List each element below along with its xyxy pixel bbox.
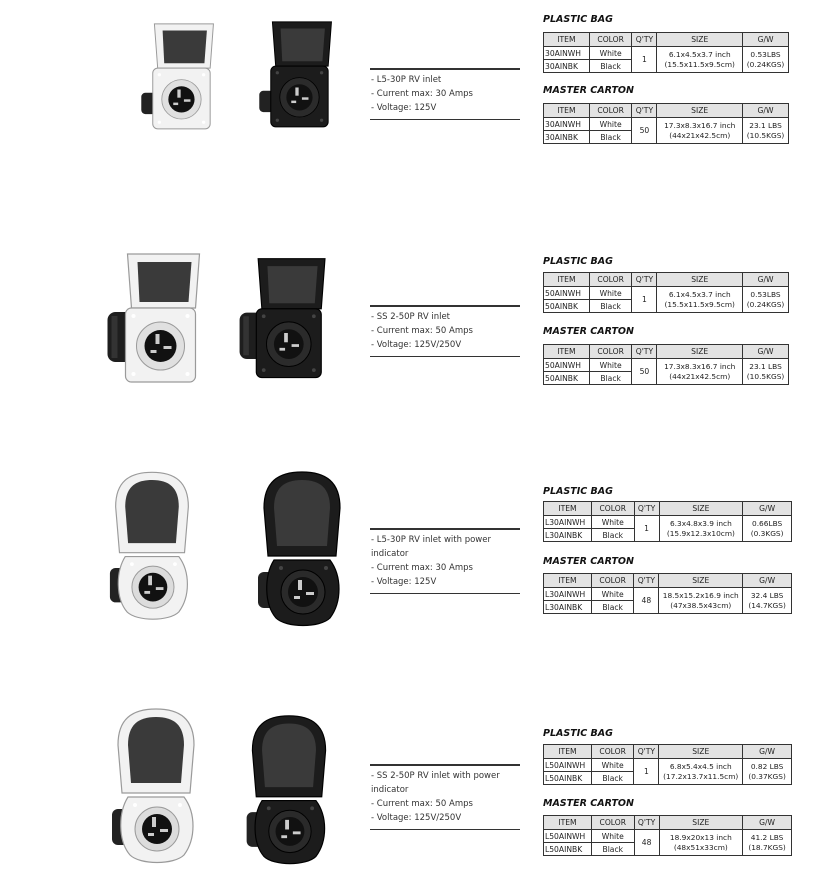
product-image-white xyxy=(110,705,202,871)
product-image-black xyxy=(256,468,348,634)
column-header: SIZE xyxy=(659,502,743,516)
item-code: 30AINBK xyxy=(544,60,590,73)
product-image-white xyxy=(108,466,196,630)
item-color: White xyxy=(591,588,634,601)
column-header: Q'TY xyxy=(634,574,659,588)
spec-line: - Voltage: 125V/250V xyxy=(371,339,462,350)
column-header: ITEM xyxy=(544,273,590,287)
size-cell xyxy=(659,516,743,542)
master-carton-table xyxy=(543,344,789,385)
product-image-white xyxy=(138,8,220,152)
column-header: G/W xyxy=(743,104,789,118)
table-header-row xyxy=(544,745,792,759)
gross-weight-line: 0.66LBS xyxy=(752,518,783,528)
gross-weight-line: (14.7KGS) xyxy=(748,600,786,610)
rv-inlet-white-icon xyxy=(110,705,202,867)
size-line: 17.3x8.3x16.7 inch xyxy=(664,361,736,371)
master-carton-table xyxy=(543,573,792,614)
product-image-black xyxy=(244,712,334,872)
item-code: L30AINWH xyxy=(544,588,592,601)
plastic-bag-title: PLASTIC BAG xyxy=(543,728,613,739)
gross-weight-cell xyxy=(743,759,792,785)
spec-line: - Current max: 30 Amps xyxy=(371,88,473,99)
column-header: G/W xyxy=(743,502,792,516)
gross-weight-cell xyxy=(743,516,792,542)
column-header: Q'TY xyxy=(632,273,657,287)
item-code: L50AINWH xyxy=(544,759,592,772)
column-header: COLOR xyxy=(591,816,634,830)
item-code: L50AINBK xyxy=(544,843,592,856)
product-image-black xyxy=(256,4,338,152)
item-code: 30AINWH xyxy=(544,118,590,131)
gross-weight-line: (0.3KGS) xyxy=(750,528,784,538)
size-line: (17.2x13.7x11.5cm) xyxy=(663,771,739,781)
rv-inlet-white-icon xyxy=(95,250,220,390)
quantity: 1 xyxy=(632,287,657,313)
gross-weight-line: (18.7KGS) xyxy=(748,842,786,852)
column-header: COLOR xyxy=(589,273,632,287)
divider xyxy=(370,593,520,595)
item-color: White xyxy=(589,118,632,131)
column-header: Q'TY xyxy=(632,345,657,359)
column-header: COLOR xyxy=(589,345,632,359)
item-color: Black xyxy=(591,772,634,785)
spec-line: - SS 2-50P RV inlet with power indicator xyxy=(371,770,500,795)
item-code: L50AINBK xyxy=(544,772,592,785)
gross-weight-cell xyxy=(743,118,789,144)
table-row xyxy=(544,588,792,601)
size-line: (15.5x11.5x9.5cm) xyxy=(664,299,735,309)
item-code: L50AINWH xyxy=(544,830,592,843)
product-image-black xyxy=(232,255,340,389)
column-header: ITEM xyxy=(544,816,592,830)
table-row xyxy=(544,516,792,529)
plastic-bag-table xyxy=(543,272,789,313)
column-header: ITEM xyxy=(544,745,592,759)
table-header-row xyxy=(544,816,792,830)
spec-line: - L5-30P RV inlet with power indicator xyxy=(371,534,491,559)
column-header: COLOR xyxy=(591,745,634,759)
gross-weight-line: 0.53LBS xyxy=(750,289,781,299)
item-code: 50AINWH xyxy=(544,287,590,300)
plastic-bag-table xyxy=(543,744,792,785)
quantity: 1 xyxy=(632,47,657,73)
item-code: 50AINWH xyxy=(544,359,590,372)
column-header: SIZE xyxy=(659,574,743,588)
item-color: Black xyxy=(591,529,634,542)
gross-weight-line: (10.5KGS) xyxy=(746,130,785,140)
master-carton-table xyxy=(543,815,792,856)
gross-weight-line: (0.24KGS) xyxy=(746,59,785,69)
size-line: (15.9x12.3x10cm) xyxy=(666,528,735,538)
size-cell xyxy=(659,588,743,614)
table-row xyxy=(544,830,792,843)
product-image-white xyxy=(95,250,220,394)
size-line: 6.3x4.8x3.9 inch xyxy=(669,518,732,528)
spec-line: - Voltage: 125V xyxy=(371,102,437,113)
size-line: 17.3x8.3x16.7 inch xyxy=(664,120,736,130)
size-cell xyxy=(659,830,743,856)
item-code: 50AINBK xyxy=(544,372,590,385)
item-color: Black xyxy=(589,131,632,144)
item-code: L30AINWH xyxy=(544,516,592,529)
master-carton-title: MASTER CARTON xyxy=(543,85,634,96)
table-header-row xyxy=(544,104,789,118)
spec-line: - Voltage: 125V xyxy=(371,576,437,587)
column-header: COLOR xyxy=(589,104,632,118)
size-line: (44x21x42.5cm) xyxy=(669,130,731,140)
table-header-row xyxy=(544,574,792,588)
column-header: ITEM xyxy=(544,33,590,47)
item-code: 30AINWH xyxy=(544,47,590,60)
spec-line: - SS 2-50P RV inlet xyxy=(371,311,451,322)
item-color: White xyxy=(589,287,632,300)
size-cell xyxy=(657,287,743,313)
gross-weight-line: 23.1 LBS xyxy=(749,120,782,130)
divider xyxy=(370,829,520,831)
rv-inlet-black-icon xyxy=(244,712,334,868)
spec-line: - Current max: 50 Amps xyxy=(371,798,473,809)
column-header: SIZE xyxy=(657,33,743,47)
column-header: COLOR xyxy=(591,574,634,588)
column-header: G/W xyxy=(743,33,789,47)
gross-weight-cell xyxy=(743,47,789,73)
plastic-bag-table xyxy=(543,32,789,73)
table-row xyxy=(544,47,789,60)
quantity: 48 xyxy=(634,830,659,856)
table-header-row xyxy=(544,502,792,516)
product-description xyxy=(370,764,520,830)
column-header: G/W xyxy=(743,273,789,287)
item-color: Black xyxy=(591,601,634,614)
column-header: Q'TY xyxy=(634,745,659,759)
column-header: Q'TY xyxy=(634,816,659,830)
item-color: White xyxy=(589,359,632,372)
column-header: G/W xyxy=(743,345,789,359)
column-header: SIZE xyxy=(657,104,743,118)
gross-weight-cell xyxy=(743,359,789,385)
size-line: 18.9x20x13 inch xyxy=(669,832,732,842)
gross-weight-line: 32.4 LBS xyxy=(750,590,784,600)
plastic-bag-title: PLASTIC BAG xyxy=(543,14,613,25)
item-code: L30AINBK xyxy=(544,601,592,614)
table-header-row xyxy=(544,345,789,359)
column-header: ITEM xyxy=(544,574,592,588)
item-code: L30AINBK xyxy=(544,529,592,542)
gross-weight-cell xyxy=(743,830,792,856)
spec-line: - Current max: 30 Amps xyxy=(371,562,473,573)
column-header: Q'TY xyxy=(632,104,657,118)
gross-weight-line: 0.53LBS xyxy=(750,49,781,59)
gross-weight-line: 23.1 LBS xyxy=(749,361,782,371)
size-line: (48x51x33cm) xyxy=(673,842,728,852)
divider xyxy=(370,119,520,121)
master-carton-table xyxy=(543,103,789,144)
rv-inlet-white-icon xyxy=(138,8,220,148)
item-color: Black xyxy=(589,60,632,73)
master-carton-title: MASTER CARTON xyxy=(543,556,634,567)
column-header: Q'TY xyxy=(634,502,659,516)
quantity: 48 xyxy=(634,588,659,614)
spec-line: - Current max: 50 Amps xyxy=(371,325,473,336)
column-header: ITEM xyxy=(544,104,590,118)
gross-weight-cell xyxy=(743,287,789,313)
gross-weight-line: (0.24KGS) xyxy=(746,299,785,309)
item-color: White xyxy=(591,516,634,529)
rv-inlet-white-icon xyxy=(108,466,196,626)
column-header: SIZE xyxy=(657,273,743,287)
table-row xyxy=(544,287,789,300)
column-header: Q'TY xyxy=(632,33,657,47)
column-header: SIZE xyxy=(659,816,743,830)
spec-line: - L5-30P RV inlet xyxy=(371,74,442,85)
rv-inlet-black-icon xyxy=(256,4,338,148)
item-color: Black xyxy=(589,372,632,385)
rv-inlet-black-icon xyxy=(232,255,340,385)
gross-weight-cell xyxy=(743,588,792,614)
item-code: 30AINBK xyxy=(544,131,590,144)
table-row xyxy=(544,759,792,772)
quantity: 50 xyxy=(632,359,657,385)
size-line: 6.1x4.5x3.7 inch xyxy=(668,289,731,299)
column-header: ITEM xyxy=(544,345,590,359)
quantity: 50 xyxy=(632,118,657,144)
column-header: G/W xyxy=(743,816,792,830)
table-row xyxy=(544,118,789,131)
column-header: ITEM xyxy=(544,502,592,516)
gross-weight-line: 41.2 LBS xyxy=(750,832,784,842)
size-line: 18.5x15.2x16.9 inch xyxy=(662,590,739,600)
master-carton-title: MASTER CARTON xyxy=(543,326,634,337)
plastic-bag-title: PLASTIC BAG xyxy=(543,256,613,267)
plastic-bag-title: PLASTIC BAG xyxy=(543,486,613,497)
master-carton-title: MASTER CARTON xyxy=(543,798,634,809)
item-color: Black xyxy=(591,843,634,856)
table-header-row xyxy=(544,33,789,47)
column-header: G/W xyxy=(743,574,792,588)
rv-inlet-black-icon xyxy=(256,468,348,630)
size-cell xyxy=(657,118,743,144)
product-description xyxy=(370,68,520,120)
size-line: (44x21x42.5cm) xyxy=(669,371,731,381)
column-header: COLOR xyxy=(591,502,634,516)
gross-weight-line: (10.5KGS) xyxy=(746,371,785,381)
size-cell xyxy=(657,47,743,73)
gross-weight-line: 0.82 LBS xyxy=(750,761,784,771)
divider xyxy=(370,356,520,358)
column-header: G/W xyxy=(743,745,792,759)
table-header-row xyxy=(544,273,789,287)
size-line: 6.8x5.4x4.5 inch xyxy=(669,761,732,771)
size-cell xyxy=(659,759,743,785)
product-description xyxy=(370,528,520,594)
quantity: 1 xyxy=(634,516,659,542)
product-description xyxy=(370,305,520,357)
item-color: White xyxy=(591,830,634,843)
size-line: 6.1x4.5x3.7 inch xyxy=(668,49,731,59)
quantity: 1 xyxy=(634,759,659,785)
gross-weight-line: (0.37KGS) xyxy=(748,771,786,781)
spec-line: - Voltage: 125V/250V xyxy=(371,812,462,823)
size-cell xyxy=(657,359,743,385)
size-line: (47x38.5x43cm) xyxy=(670,600,732,610)
column-header: COLOR xyxy=(589,33,632,47)
item-color: White xyxy=(591,759,634,772)
column-header: SIZE xyxy=(657,345,743,359)
plastic-bag-table xyxy=(543,501,792,542)
item-color: Black xyxy=(589,300,632,313)
item-code: 50AINBK xyxy=(544,300,590,313)
item-color: White xyxy=(589,47,632,60)
size-line: (15.5x11.5x9.5cm) xyxy=(664,59,735,69)
column-header: SIZE xyxy=(659,745,743,759)
table-row xyxy=(544,359,789,372)
